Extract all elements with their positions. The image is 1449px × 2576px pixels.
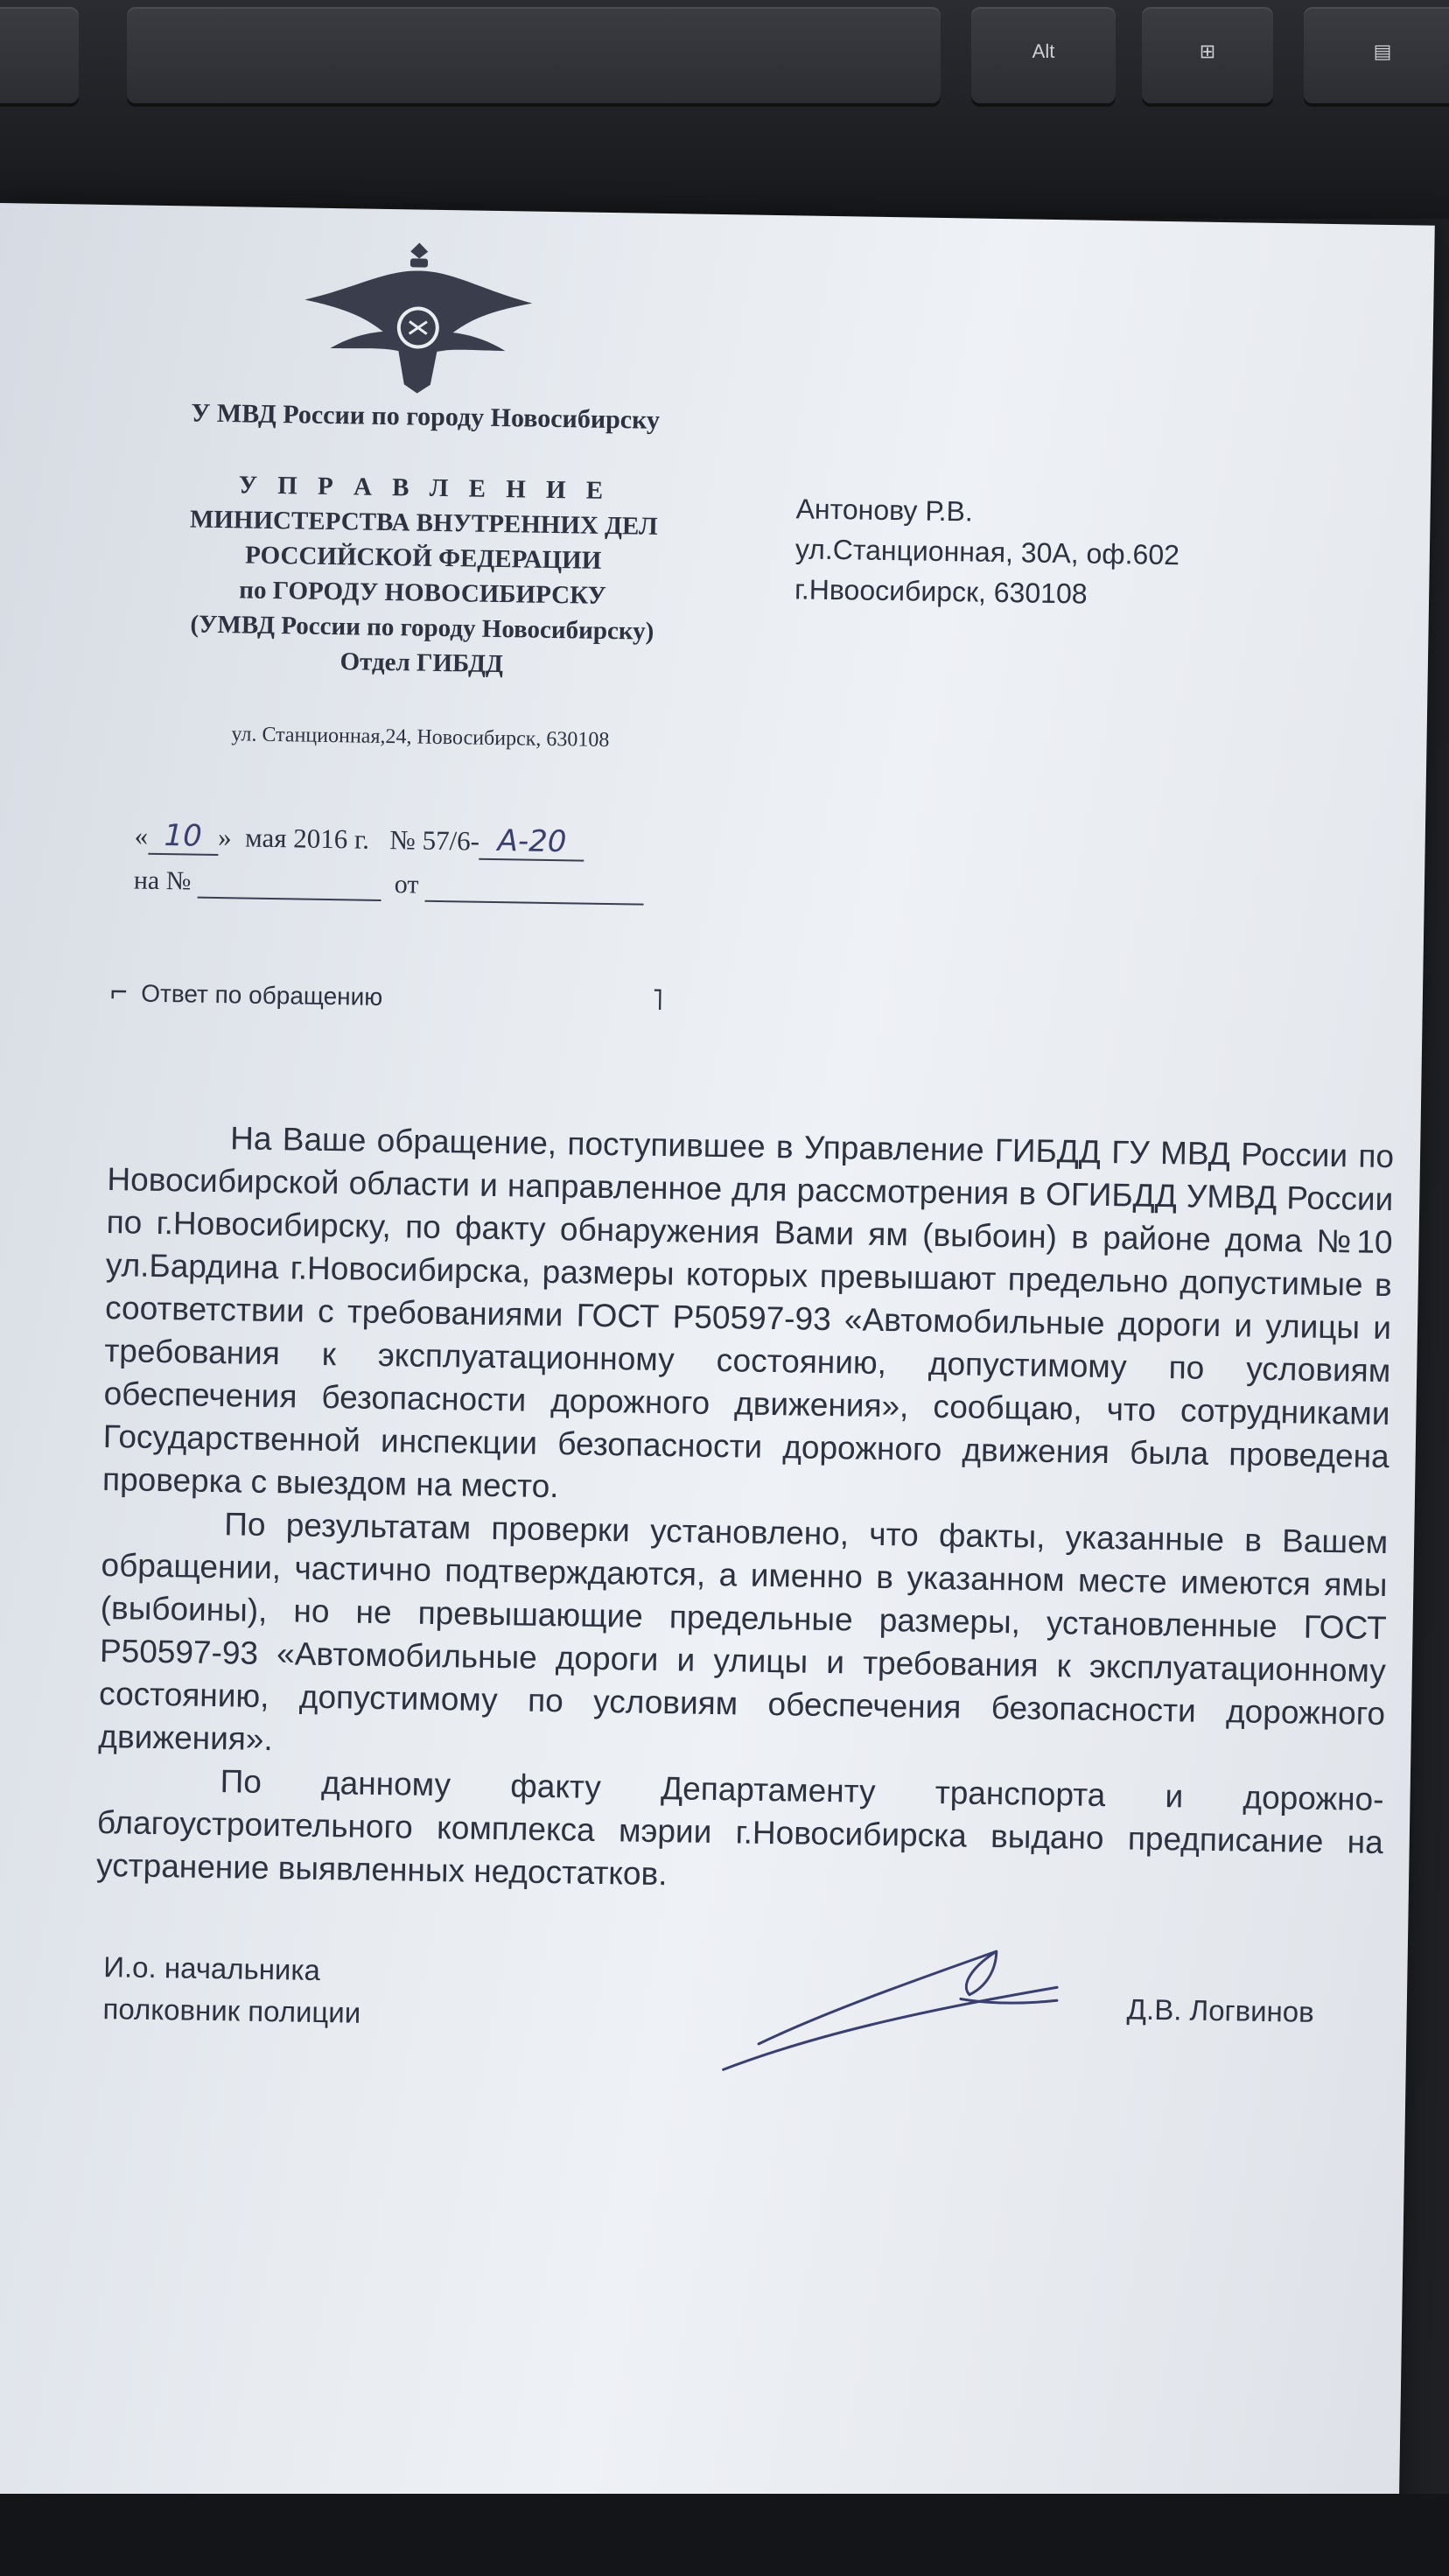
body-paragraph-1: На Ваше обращение, поступившее в Управление ГИБДД ГУ МВД России по Новосибирской области и направленное для рассмотрения в ОГИБДД УМВД России по г.Новосибирску, по факту обнаружения Вами ям (выбоин) в районе дома №10 ул.Бардина г.Новосибирска, размеры которых превышают предельно допустимые в соответствии с требованиями ГОСТ Р50597-93 «Автомобильные дороги и улицы и требования к эксплуатационному состоянию, допустимому по условиям обеспечения безопасности дорожного движения», сообщаю, что сотрудниками Государственной инспекции безопасности дорожного движения была проведена проверка с выездом на место.: [102, 1120, 1395, 1505]
recipient-street: ул.Станционная, 30А, оф.602: [794, 533, 1180, 571]
date-close-quote: »: [217, 822, 232, 853]
keyboard-key-alt: [971, 7, 1116, 103]
reference-from-label: от: [394, 870, 419, 900]
body-paragraph-2: По результатам проверки установлено, что факты, указанные в Вашем обращении, частично подтверждаются, а именно в указанном месте имеются ямы (выбоины), но не превышающие предельные размеры, установленные ГОСТ Р50597-93 «Автомобильные дороги и улицы и требования к эксплуатационному состоянию, допустимому по условиям обеспечения безопасности дорожного движения».: [98, 1506, 1389, 1758]
reference-number-blank: [198, 867, 382, 901]
subject-open-bracket: ⌐: [109, 975, 129, 1009]
menu-icon: ▤: [1373, 40, 1392, 62]
signatory-title: [102, 1946, 361, 2034]
reference-prefix: на №: [133, 865, 192, 896]
document-number-handwritten: А-20: [480, 823, 585, 862]
subject-close-bracket: ˥: [651, 983, 664, 1018]
mvd-eagle-emblem-icon: [295, 234, 542, 403]
reference-line: [134, 865, 645, 905]
department-line-3: РОССИЙСКОЙ ФЕДЕРАЦИИ: [244, 541, 602, 575]
department-address: ул. Станционная,24, Новосибирск, 630108: [231, 723, 610, 752]
recipient-name: Антонову Р.В.: [795, 493, 974, 528]
date-line: [134, 818, 584, 862]
recipient-block: [794, 488, 1180, 615]
keyboard-key: [0, 7, 79, 103]
keyboard-key-windows: [1142, 7, 1273, 103]
department-line-1: У П Р А В Л Е Н И Е: [238, 471, 611, 505]
letter-paper: [0, 203, 1435, 2535]
reference-date-blank: [425, 871, 645, 906]
department-line-6: Отдел ГИБДД: [340, 648, 504, 679]
keyboard-spacebar: [127, 7, 941, 103]
document-number-prefix: № 57/6-: [389, 824, 480, 857]
date-day: 10: [148, 818, 219, 856]
letter-body: [96, 1115, 1395, 1907]
keyboard-background: [0, 0, 1449, 219]
subject-text: Ответ по обращению: [141, 979, 383, 1011]
date-month-year: мая 2016 г.: [244, 822, 370, 855]
department-header: У МВД России по городу Новосибирску: [191, 398, 661, 435]
department-line-4: по ГОРОДУ НОВОСИБИРСКУ: [239, 576, 607, 610]
signatory-title-line-2: полковник полиции: [102, 1992, 361, 2029]
desk-background: [0, 2494, 1449, 2576]
department-line-2: МИНИСТЕРСТВА ВНУТРЕННИХ ДЕЛ: [189, 505, 658, 541]
windows-icon: ⊞: [1199, 40, 1216, 62]
department-block: [107, 466, 740, 685]
subject-line: [110, 975, 664, 1018]
keyboard-key-menu: [1304, 7, 1449, 103]
date-open-quote: «: [134, 820, 149, 851]
handwritten-signature-icon: [705, 1912, 1075, 2093]
signatory-name: Д.В. Логвинов: [1126, 1992, 1314, 2028]
department-line-5: (УМВД России по городу Новосибирску): [190, 610, 654, 646]
alt-key-label: Alt: [1032, 40, 1055, 62]
signatory-title-line-1: И.о. начальника: [103, 1950, 321, 1986]
body-paragraph-3: По данному факту Департаменту транспорта и дорожно-благоустроительного комплекса мэрии г.Новосибирска выдано предписание на устранение выявленных недостатков.: [95, 1763, 1384, 1893]
recipient-city: г.Нвоосибирск, 630108: [794, 573, 1088, 610]
